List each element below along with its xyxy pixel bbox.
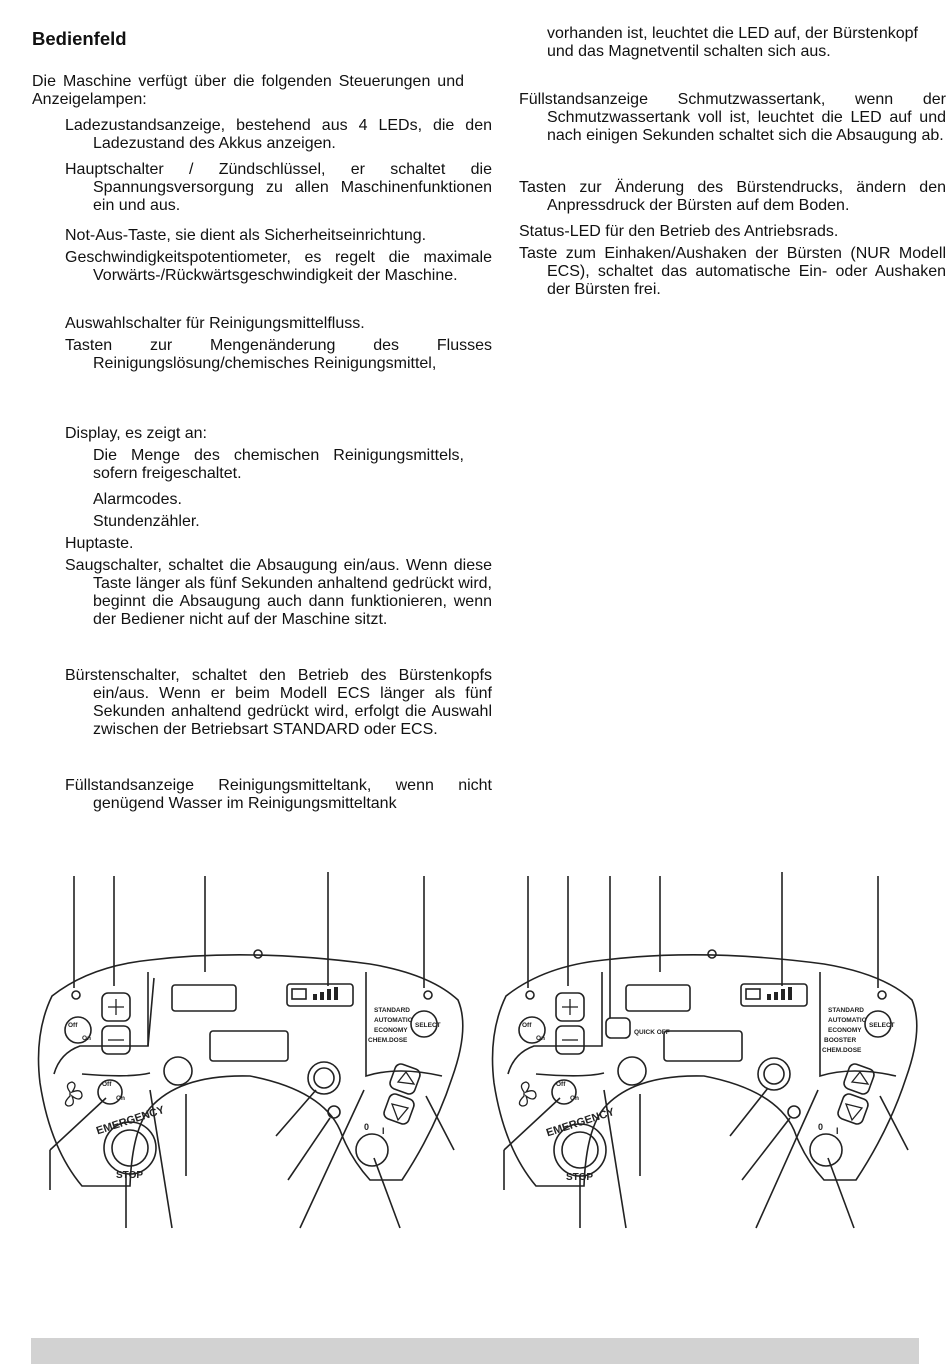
up-arrow-icon <box>852 1072 868 1084</box>
display-main <box>210 1031 288 1061</box>
display-top <box>626 985 690 1011</box>
horn-button <box>618 1057 646 1085</box>
stop-label: STOP <box>116 1170 144 1181</box>
display-top <box>172 985 236 1011</box>
intro-paragraph: Die Maschine verfügt über die folgenden Steuerungen und Anzeigelampen: <box>32 73 464 108</box>
item-horn: Huptaste. <box>65 535 134 552</box>
economy-label: ECONOMY <box>828 1027 862 1034</box>
section-heading: Bedienfeld <box>32 28 127 49</box>
item-solution-level: Füllstandsanzeige Reinigungsmitteltank, wenn nicht genügend Wasser im Reinigungsmitteltank <box>65 777 492 812</box>
economy-label: ECONOMY <box>374 1027 408 1034</box>
key-1-label: I <box>836 1126 839 1136</box>
emergency-label: EMERGENCY <box>544 1106 617 1140</box>
key-0-label: 0 <box>364 1122 370 1132</box>
on-label: On <box>536 1035 546 1042</box>
off-label: Off <box>68 1022 78 1029</box>
vac-off-label: Off <box>102 1081 112 1088</box>
item-flow-buttons: Tasten zur Mengenänderung des Flusses Reinigungslösung/chemisches Reinigungsmittel, <box>65 337 492 372</box>
display-main <box>664 1031 742 1061</box>
key-1-label: I <box>382 1126 385 1136</box>
key-switch <box>356 1134 388 1166</box>
item-emergency-stop: Not-Aus-Taste, sie dient als Sicherheitseinrichtung. <box>65 227 427 244</box>
display-subitem-alarm: Alarmcodes. <box>93 491 182 508</box>
item-drive-status-led: Status-LED für den Betrieb des Antriebsrads. <box>519 223 839 240</box>
stop-label: STOP <box>566 1172 594 1183</box>
quick-off-label: QUICK OFF <box>634 1029 670 1036</box>
item-brush-switch: Bürstenschalter, schaltet den Betrieb des Bürstenkopfs ein/aus. Wenn er beim Modell ECS länger als fünf Sekunden anhaltend gedrückt wird, erfolgt die Auswahl zwischen der Betriebsart STANDARD oder ECS. <box>65 667 492 738</box>
off-label: Off <box>522 1022 532 1029</box>
chem-dose-label: CHEM.DOSE <box>822 1047 862 1054</box>
item-battery-indicator: Ladezustandsanzeige, bestehend aus 4 LEDs, die den Ladezustand des Akkus anzeigen. <box>65 117 492 152</box>
automatic-label: AUTOMATIC <box>828 1017 867 1024</box>
vac-on-label: On <box>570 1095 580 1102</box>
speed-knob <box>758 1058 790 1090</box>
standard-label: STANDARD <box>374 1007 410 1014</box>
item-brush-hook: Taste zum Einhaken/Aushaken der Bürsten (NUR Modell ECS), schaltet das automatische Ein- oder Aushaken der Bürsten frei. <box>519 245 946 298</box>
down-arrow-icon <box>846 1104 862 1120</box>
booster-label: BOOSTER <box>824 1037 857 1044</box>
standard-label: STANDARD <box>828 1007 864 1014</box>
footer-bar <box>31 1338 919 1364</box>
control-panel-figure-standard <box>30 868 470 1238</box>
item-flow-selector: Auswahlschalter für Reinigungsmittelfluss. <box>65 315 365 332</box>
fan-icon <box>65 1082 82 1106</box>
vac-off-label: Off <box>556 1081 566 1088</box>
plus-icon <box>562 999 578 1015</box>
item-recovery-level: Füllstandsanzeige Schmutzwassertank, wenn der Schmutzwassertank voll ist, leuchtet die LED auf und nach einigen Sekunden schaltet sich die Absaugung ab. <box>519 91 946 144</box>
quick-off-button <box>606 1018 630 1038</box>
item-brush-pressure: Tasten zur Änderung des Bürstendrucks, ändern den Anpressdruck der Bürsten auf dem Boden. <box>519 179 946 214</box>
on-label: On <box>82 1035 92 1042</box>
chem-dose-label: CHEM.DOSE <box>368 1037 408 1044</box>
horn-button <box>164 1057 192 1085</box>
item-speed-potentiometer: Geschwindigkeitspotentiometer, es regelt die maximale Vorwärts-/Rückwärtsgeschwindigkeit der Maschine. <box>65 249 492 284</box>
item-solution-level-continued: vorhanden ist, leuchtet die LED auf, der Bürstenkopf und das Magnetventil schalten sich aus. <box>547 25 918 60</box>
plus-icon <box>108 999 124 1015</box>
vac-on-label: On <box>116 1095 126 1102</box>
emergency-label: EMERGENCY <box>94 1104 167 1138</box>
item-main-switch: Hauptschalter / Zündschlüssel, er schaltet die Spannungsversorgung zu allen Maschinenfunktionen ein und aus. <box>65 161 492 214</box>
item-display: Display, es zeigt an: <box>65 425 207 442</box>
control-panel-figure-ecs <box>484 868 924 1238</box>
automatic-label: AUTOMATIC <box>374 1017 413 1024</box>
down-arrow-icon <box>392 1104 408 1120</box>
select-label: SELECT <box>415 1022 441 1029</box>
display-subitem-hours: Stundenzähler. <box>93 513 200 530</box>
item-vacuum-switch: Saugschalter, schaltet die Absaugung ein/aus. Wenn diese Taste länger als fünf Sekunden anhaltend gedrückt wird, beginnt die Absaugung auch dann funktionieren, wenn der Bediener nicht auf der Maschine sitzt. <box>65 557 492 628</box>
key-switch <box>810 1134 842 1166</box>
up-arrow-icon <box>398 1072 414 1084</box>
speed-knob <box>308 1062 340 1094</box>
fan-icon <box>519 1082 536 1106</box>
key-0-label: 0 <box>818 1122 824 1132</box>
select-label: SELECT <box>869 1022 895 1029</box>
display-subitem-chemical: Die Menge des chemischen Reinigungsmittels, sofern freigeschaltet. <box>93 447 464 482</box>
